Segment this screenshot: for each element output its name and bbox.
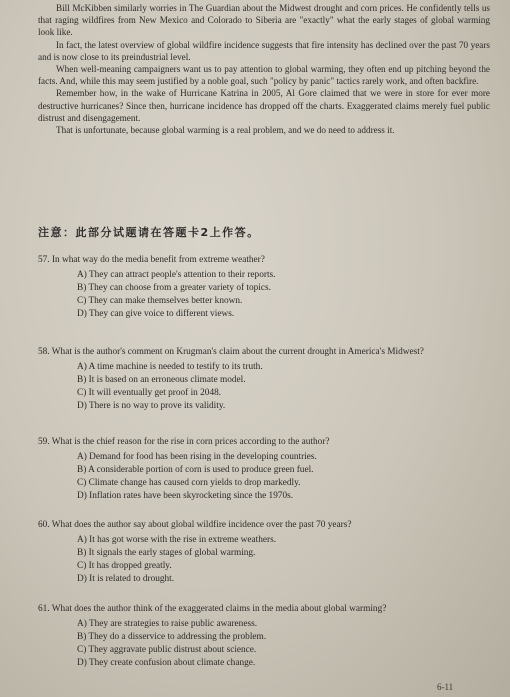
option-a: A) A time machine is needed to testify to its truth. bbox=[77, 361, 263, 372]
option-d: D) There is no way to prove its validity. bbox=[77, 400, 226, 411]
option-a: A) Demand for food has been rising in the developing countries. bbox=[77, 451, 317, 462]
question-58 bbox=[38, 346, 488, 413]
question-61 bbox=[38, 603, 488, 670]
option-list bbox=[38, 451, 488, 503]
option-d: D) They can give voice to different views. bbox=[77, 308, 235, 319]
question-60 bbox=[38, 519, 488, 586]
question-stem: 58. What is the author's comment on Krugman's claim about the current drought in America's Midwest? bbox=[38, 347, 424, 357]
passage-paragraph: That is unfortunate, because global warming is a real problem, and we do need to address it. bbox=[56, 125, 395, 136]
answer-sheet-notice: 注意：此部分试题请在答题卡2上作答。 bbox=[38, 226, 260, 239]
question-stem: 61. What does the author think of the exaggerated claims in the media about global warming? bbox=[38, 604, 387, 614]
passage-paragraph: Bill McKibben similarly worries in The Guardian about the Midwest drought and corn prices. He confidently tells us that raging wildfires from New Mexico and Colorado to Siberia are "exactly" what the early stages of global warming look like. bbox=[38, 3, 490, 38]
question-59 bbox=[38, 436, 488, 503]
question-stem: 60. What does the author say about global wildfire incidence over the past 70 years? bbox=[38, 520, 352, 530]
option-a: A) They are strategies to raise public awareness. bbox=[77, 618, 258, 629]
option-b: B) They do a disservice to addressing the problem. bbox=[77, 631, 267, 642]
option-list bbox=[38, 534, 488, 586]
option-list bbox=[38, 618, 488, 670]
option-c: C) It will eventually get proof in 2048. bbox=[77, 387, 222, 398]
option-a: A) They can attract people's attention to their reports. bbox=[77, 269, 276, 280]
option-b: B) A considerable portion of corn is used to produce green fuel. bbox=[77, 464, 314, 475]
option-b: B) It signals the early stages of global warming. bbox=[77, 547, 256, 558]
option-c: C) They can make themselves better known. bbox=[77, 295, 243, 306]
page-number: 6-11 bbox=[437, 682, 454, 692]
option-b: B) They can choose from a greater variety of topics. bbox=[77, 282, 271, 293]
option-c: C) Climate change has caused corn yields to drop markedly. bbox=[77, 477, 301, 488]
option-c: C) It has dropped greatly. bbox=[77, 560, 172, 571]
question-stem: 59. What is the chief reason for the rise in corn prices according to the author? bbox=[38, 437, 330, 447]
question-57 bbox=[38, 254, 488, 321]
reading-passage bbox=[38, 2, 490, 136]
option-d: D) Inflation rates have been skyrocketing since the 1970s. bbox=[77, 490, 294, 501]
option-d: D) They create confusion about climate change. bbox=[77, 657, 256, 668]
passage-paragraph: When well-meaning campaigners want us to pay attention to global warming, they often end up pitching beyond the facts. And, while this may seem justified by a noble goal, such "policy by panic" tactics rarely work, and often backfire. bbox=[38, 64, 490, 87]
option-c: C) They aggravate public distrust about science. bbox=[77, 644, 257, 655]
passage-paragraph: Remember how, in the wake of Hurricane Katrina in 2005, Al Gore claimed that we were in store for ever more destructive hurricanes? Since then, hurricane incidence has dropped off the charts. Exaggerated claims merely fuel public distrust and disengagement. bbox=[38, 88, 490, 123]
option-list bbox=[38, 361, 488, 413]
option-b: B) It is based on an erroneous climate model. bbox=[77, 374, 246, 385]
option-a: A) It has got worse with the rise in extreme weathers. bbox=[77, 534, 277, 545]
question-stem: 57. In what way do the media benefit from extreme weather? bbox=[38, 255, 265, 265]
passage-paragraph: In fact, the latest overview of global wildfire incidence suggests that fire intensity has declined over the past 70 years and is now close to its preindustrial level. bbox=[38, 39, 490, 62]
option-list bbox=[38, 269, 488, 321]
option-d: D) It is related to drought. bbox=[77, 573, 175, 584]
